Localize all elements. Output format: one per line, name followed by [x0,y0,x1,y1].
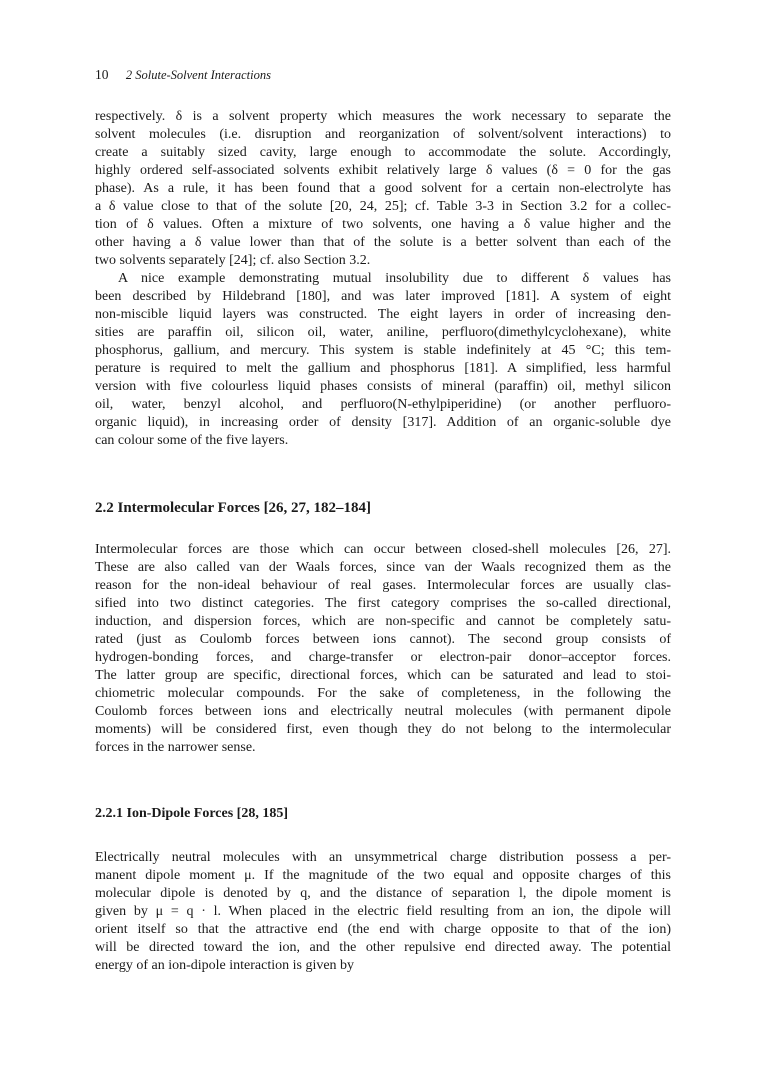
paragraph3-line: chiometric molecular compounds. For the sake of completeness, in the following the [95,686,671,701]
paragraph3-line: forces in the narrower sense. [95,740,256,755]
paragraph4-line: molecular dipole is denoted by q, and the distance of separation l, the dipole moment is [95,886,671,901]
paragraph4-line: orient itself so that the attractive end (the end with charge opposite to that of the ion) [95,922,671,937]
chapter-title: 2 Solute-Solvent Interactions [125,68,271,82]
paragraph2-line: perature is required to melt the gallium and phosphorus [181]. A simplified, less harmful [95,361,671,376]
paragraph1-line: phase). As a rule, it has been found that a good solvent for a certain non-electrolyte has [95,181,671,196]
paragraph3-line: induction, and dispersion forces, which are non-specific and cannot be completely satu- [95,614,671,629]
paragraph2-line: been described by Hildebrand [180], and was later improved [181]. A system of eight [95,289,671,304]
page-number: 10 [95,67,109,82]
paragraph3-line: Intermolecular forces are those which can occur between closed-shell molecules [26, 27]. [95,542,671,557]
subsection-heading: 2.2.1 Ion-Dipole Forces [28, 185] [95,806,288,821]
paragraph2-line: phosphorus, gallium, and mercury. This system is stable indefinitely at 45 °C; this tem- [95,343,671,358]
paragraph3-line: Coulomb forces between ions and electrically neutral molecules (with permanent dipole [95,704,671,719]
paragraph4-line: manent dipole moment μ. If the magnitude of the two equal and opposite charges of this [95,868,671,883]
paragraph3-line: hydrogen-bonding forces, and charge-transfer or electron-pair donor–acceptor forces. [95,650,671,665]
paragraph1-line: two solvents separately [24]; cf. also Section 3.2. [95,253,371,268]
paragraph3-line: sified into two distinct categories. The first category comprises the so-called directional, [95,596,671,611]
paragraph3-line: The latter group are specific, directional forces, which can be saturated and lead to stoi- [95,668,671,683]
paragraph3-line: moments) will be considered first, even though they do not belong to the intermolecular [95,722,671,737]
paragraph1-line: tion of δ values. Often a mixture of two solvents, one having a δ value higher and the [95,217,671,232]
paragraph1-line: a δ value close to that of the solute [20, 24, 25]; cf. Table 3-3 in Section 3.2 for a collec- [95,199,671,214]
paragraph2-line: non-miscible liquid layers was constructed. The eight layers in order of increasing den- [95,307,671,322]
paragraph2-line: sities are paraffin oil, silicon oil, water, aniline, perfluoro(dimethylcyclohexane), white [95,325,671,340]
paragraph1-line: create a suitably sized cavity, large enough to accommodate the solute. Accordingly, [95,145,671,160]
paragraph3-line: These are also called van der Waals forces, since van der Waals recognized them as the [95,560,671,575]
paragraph2-line: version with five colourless liquid phases consists of mineral (paraffin) oil, methyl silicon [95,379,671,394]
section-heading: 2.2 Intermolecular Forces [26, 27, 182–184] [95,500,372,516]
paragraph2-line: A nice example demonstrating mutual insolubility due to different δ values has [118,271,671,286]
paragraph3-line: rated (just as Coulomb forces between ions cannot). The second group consists of [95,632,671,647]
paragraph1-line: highly ordered self-associated solvents exhibit relatively large δ values (δ = 0 for the gas [95,163,671,178]
paragraph4-line: will be directed toward the ion, and the other repulsive end directed away. The potential [95,940,671,955]
paragraph1-line: solvent molecules (i.e. disruption and reorganization of solvent/solvent interactions) to [95,127,671,142]
paragraph1-line: other having a δ value lower than that of the solute is a better solvent than each of the [95,235,671,250]
paragraph2-line: can colour some of the five layers. [95,433,289,448]
paragraph3-line: reason for the non-ideal behaviour of real gases. Intermolecular forces are usually clas- [95,578,671,593]
paragraph2-line: oil, water, benzyl alcohol, and perfluoro(N-ethylpiperidine) (or another perfluoro- [95,397,671,412]
paragraph4-line: Electrically neutral molecules with an unsymmetrical charge distribution possess a per- [95,850,671,865]
paragraph1-line: respectively. δ is a solvent property which measures the work necessary to separate the [95,109,671,124]
paragraph4-line: energy of an ion-dipole interaction is given by [95,958,355,973]
running-head [95,66,271,84]
paragraph4-line: given by μ = q · l. When placed in the electric field resulting from an ion, the dipole will [95,904,671,919]
paragraph2-line: organic liquid), in increasing order of density [317]. Addition of an organic-soluble dye [95,415,671,430]
